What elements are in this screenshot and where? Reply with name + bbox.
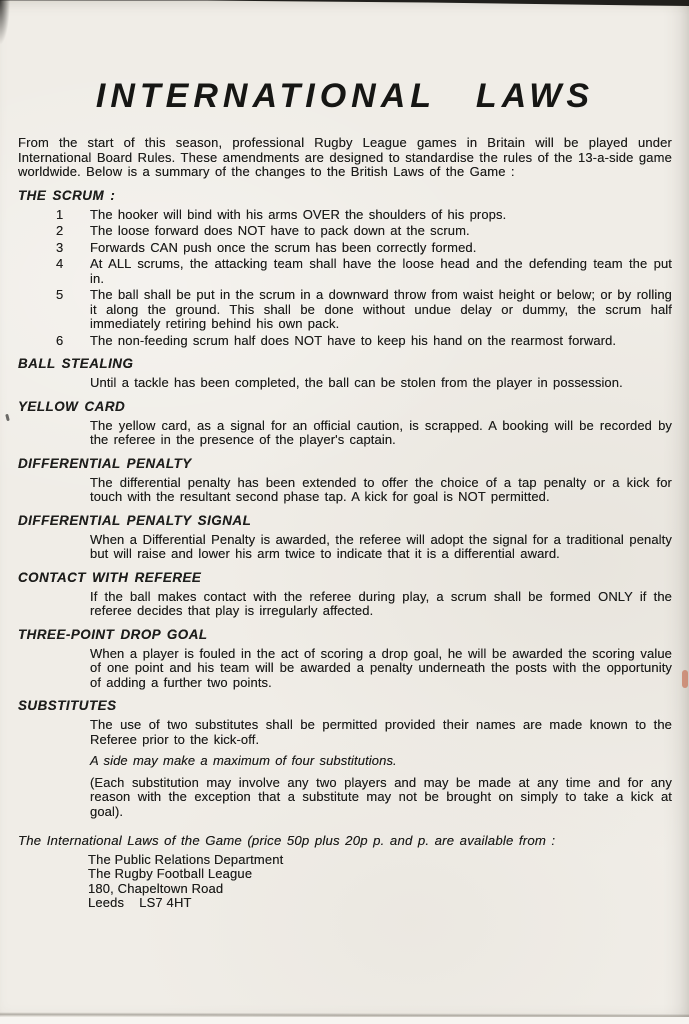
address-line: 180, Chapeltown Road bbox=[88, 880, 224, 896]
section-paragraph: When a Differential Penalty is awarded, the referee will adopt the signal for a traditional penalty but will raise and lower his arm twice to indicate that it is a differential award. bbox=[90, 531, 672, 561]
scrum-item bbox=[18, 208, 672, 223]
scan-corner-shadow-top-left bbox=[0, 0, 14, 62]
scrum-item-text: The loose forward does NOT have to pack down at the scrum. bbox=[90, 223, 470, 238]
address-line: The Public Relations Department bbox=[88, 851, 284, 867]
scan-top-edge bbox=[0, 0, 689, 10]
section-differential-penalty-signal bbox=[18, 514, 672, 562]
section-heading-yellow-card: YELLOW CARD bbox=[18, 398, 126, 414]
section-paragraph: When a player is fouled in the act of scoring a drop goal, he will be awarded the scoring value of one point and his team will be awarded a penalty underneath the posts with the opportunity of adding a further two points. bbox=[90, 645, 672, 690]
footer-address bbox=[88, 853, 672, 911]
scrum-item-text: The ball shall be put in the scrum in a downward throw from waist height or below; or by rolling it along the ground. This shall be done without undue delay or dummy, the scrum half immediately retiring behind his own pack. bbox=[90, 287, 672, 331]
section-substitutes bbox=[18, 699, 672, 819]
section-paragraph: (Each substitution may involve any two players and may be made at any time and for any reason with the exception that a substitute may not be brought on simply to take a kick at goal). bbox=[90, 774, 672, 819]
scrum-item-text: At ALL scrums, the attacking team shall have the loose head and the defending team the put in. bbox=[90, 256, 672, 286]
section-heading-ball-stealing: BALL STEALING bbox=[18, 356, 134, 371]
scrum-item bbox=[18, 334, 672, 349]
section-contact-with-referee bbox=[18, 571, 672, 619]
scrum-item-text: Forwards CAN push once the scrum has been correctly formed. bbox=[90, 239, 477, 255]
section-heading-substitutes: SUBSTITUTES bbox=[18, 698, 117, 713]
address-line: Leeds LS7 4HT bbox=[88, 895, 192, 910]
scrum-item bbox=[18, 241, 672, 256]
section-three-point-drop-goal bbox=[18, 628, 672, 691]
section-the-scrum bbox=[18, 189, 672, 349]
section-differential-penalty bbox=[18, 457, 672, 505]
section-heading-the-scrum: THE SCRUM : bbox=[18, 187, 116, 203]
section-paragraph-italic: A side may make a maximum of four substitutions. bbox=[90, 753, 397, 768]
scrum-item-number: 1 bbox=[56, 206, 64, 222]
page-title: INTERNATIONAL LAWS bbox=[95, 77, 595, 115]
scrum-item-number: 6 bbox=[56, 332, 64, 348]
section-heading-differential-penalty-signal: DIFFERENTIAL PENALTY SIGNAL bbox=[18, 512, 252, 528]
scrum-item bbox=[18, 288, 672, 332]
page-footer bbox=[18, 834, 672, 911]
footer-availability-line: The International Laws of the Game (price 50p plus 20p p. and p. are available from : bbox=[18, 833, 556, 848]
intro-paragraph: From the start of this season, professional Rugby League games in Britain will be played under International Board Rules. These amendments are designed to standardise the rules of the 13-a-side game worldwide. Below is a summary of the changes to the British Laws of the Game : bbox=[18, 135, 672, 179]
scan-bottom-edge bbox=[0, 1017, 689, 1024]
section-heading-three-point-drop-goal: THREE-POINT DROP GOAL bbox=[18, 626, 208, 642]
section-paragraph: The use of two substitutes shall be permitted provided their names are made known to the Referee prior to the kick-off. bbox=[90, 717, 672, 747]
section-ball-stealing bbox=[18, 357, 672, 391]
red-ink-mark bbox=[682, 670, 688, 688]
section-paragraph: If the ball makes contact with the referee during play, a scrum shall be formed ONLY if the referee decides that play is irregularly affected. bbox=[90, 588, 672, 618]
scrum-item-text: The non-feeding scrum half does NOT have to keep his hand on the rearmost forward. bbox=[90, 332, 617, 348]
scrum-item bbox=[18, 257, 672, 286]
scrum-item-number: 3 bbox=[56, 239, 64, 255]
address-line: The Rugby Football League bbox=[88, 866, 253, 881]
section-paragraph: Until a tackle has been completed, the ball can be stolen from the player in possession. bbox=[90, 375, 623, 390]
section-heading-contact-with-referee: CONTACT WITH REFEREE bbox=[18, 569, 202, 585]
scrum-item-number: 5 bbox=[56, 287, 64, 302]
scrum-item-number: 4 bbox=[56, 256, 64, 271]
section-yellow-card bbox=[18, 400, 672, 448]
section-heading-differential-penalty: DIFFERENTIAL PENALTY bbox=[18, 455, 192, 471]
scrum-item-text: The hooker will bind with his arms OVER the shoulders of his props. bbox=[90, 206, 507, 222]
section-paragraph: The yellow card, as a signal for an official caution, is scrapped. A booking will be recorded by the referee in the presence of the player's captain. bbox=[90, 417, 672, 447]
scrum-item-number: 2 bbox=[56, 223, 64, 238]
scrum-item bbox=[18, 224, 672, 239]
section-paragraph: The differential penalty has been extended to offer the choice of a tap penalty or a kick for touch with the resultant second phase tap. A kick for goal is NOT permitted. bbox=[90, 474, 672, 504]
ink-speck bbox=[5, 414, 10, 422]
